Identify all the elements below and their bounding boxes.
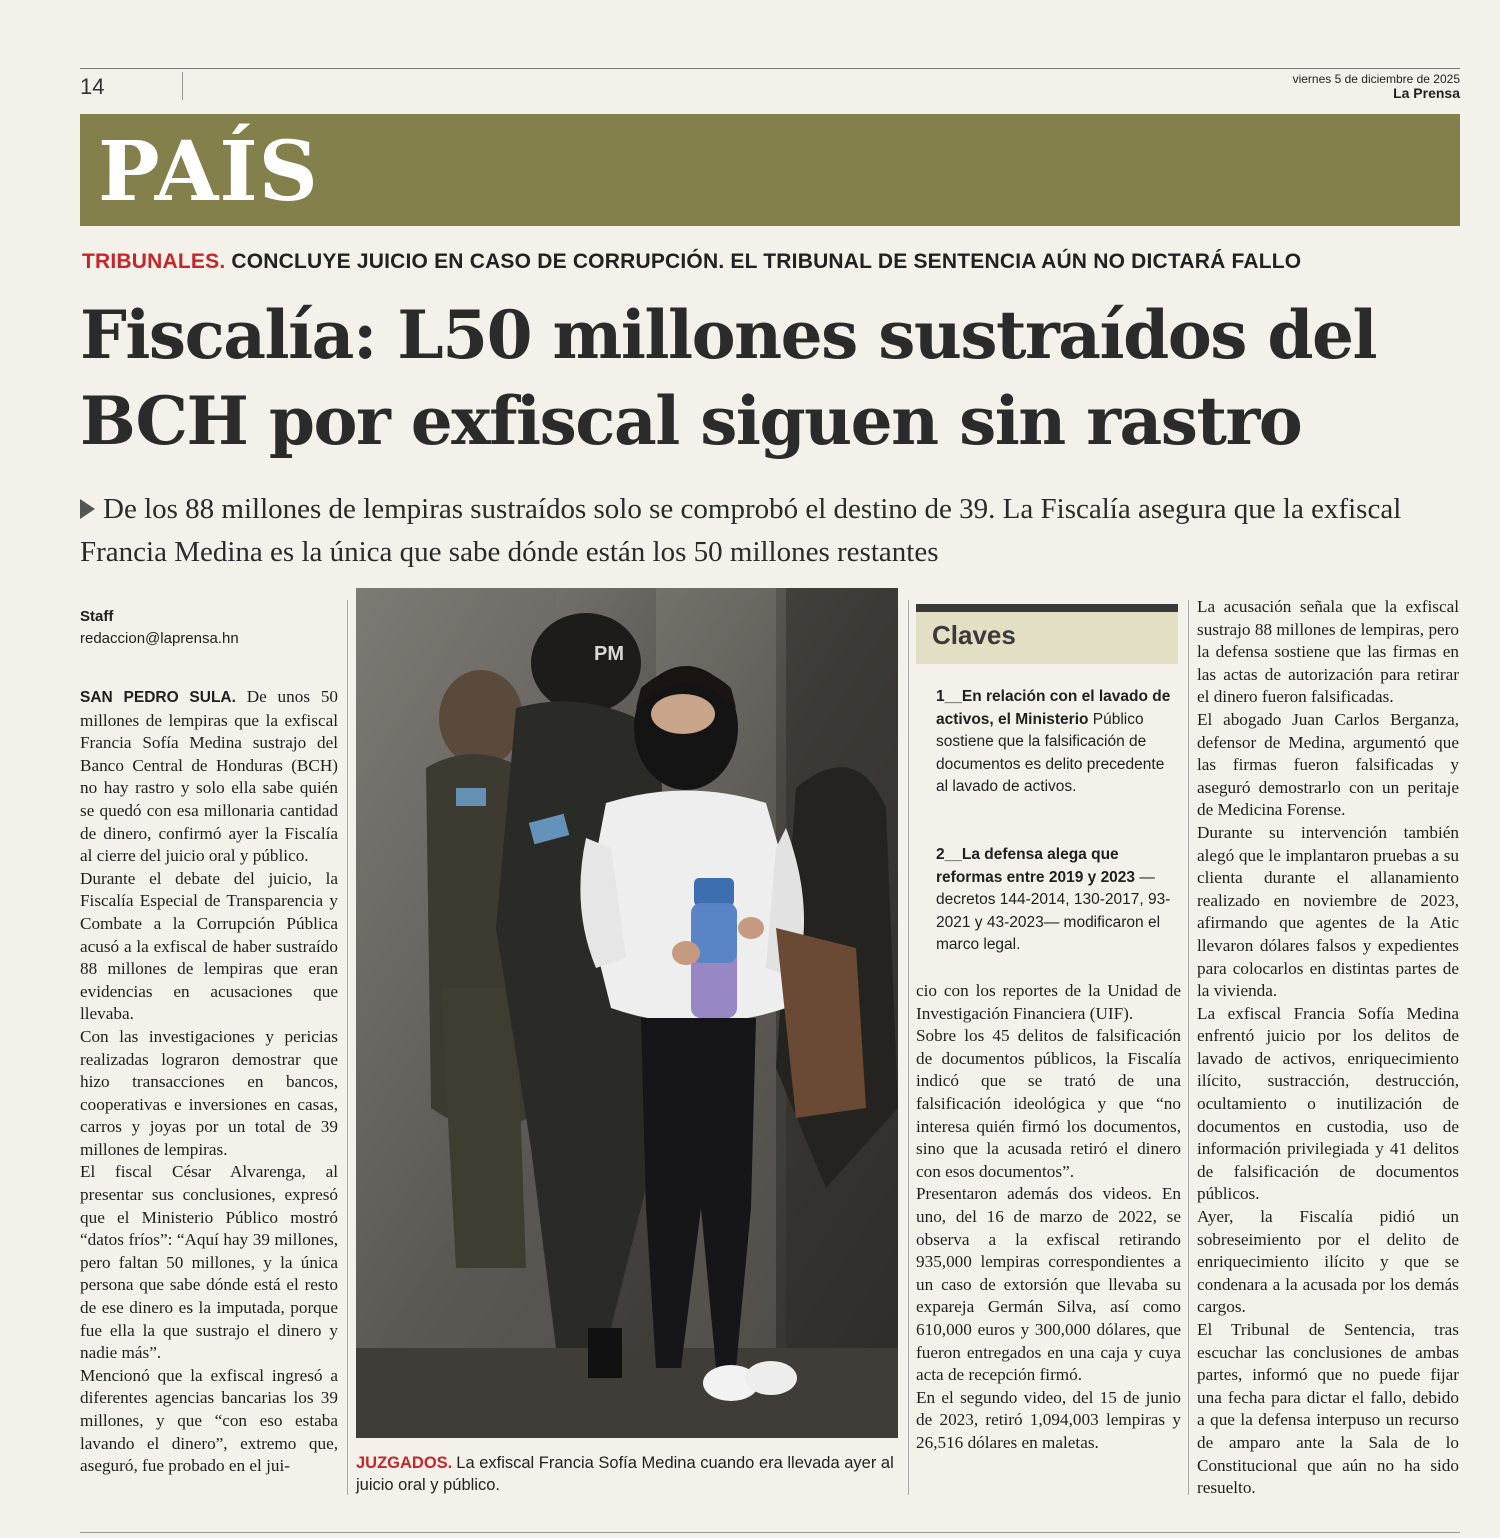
deck-arrow-icon bbox=[80, 499, 95, 519]
publication-date: viernes 5 de diciembre de 2025 bbox=[1292, 72, 1460, 86]
clave-text: —decretos 144-2014, 130-2017, 93-2021 y 43-2023— modificaron el marco legal. bbox=[936, 868, 1171, 953]
paragraph: Presentaron además dos videos. En uno, del 16 de marzo de 2022, se observa a la exfiscal retirando 935,000 lempiras correspondientes a un caso de extorsión que llevaba su expareja Germán Silva, así como 610,000 euros y 300,000 dólares, que fueron entregados en una caja y cuya acta de recepción firmó. bbox=[916, 1184, 1181, 1385]
clave-item-1: 1__En relación con el lavado de activos, el Ministerio Público sostiene que la falsificación de documentos es delito precedente al lavado de activos. bbox=[936, 688, 1171, 795]
clave-number: 2 bbox=[936, 846, 945, 863]
helmet-text: PM bbox=[594, 643, 624, 665]
caption-tag: JUZGADOS. bbox=[356, 1454, 453, 1472]
article-column-4 bbox=[1197, 596, 1459, 1500]
article-column-3 bbox=[916, 980, 1181, 1454]
header-rule bbox=[80, 68, 1460, 69]
paragraph: Con las investigaciones y pericias realizadas lograron demostrar que hizo transacciones en bancos, cooperativas e inversiones en casas, carros y joyas por un total de 39 millones de lempiras. bbox=[80, 1026, 338, 1159]
clave-item-2: 2__La defensa alega que reformas entre 2019 y 2023 —decretos 144-2014, 130-2017, 93-2021 y 43-2023— modificaron el marco legal. bbox=[936, 846, 1171, 953]
photo-caption bbox=[356, 1452, 901, 1496]
clave-lead: La defensa alega que reformas entre 2019 y 2023 bbox=[936, 846, 1136, 886]
dateline: SAN PEDRO SULA. bbox=[80, 689, 236, 706]
paragraph-text: De unos 50 millones de lempiras que la exfiscal Francia Sofía Medina sustrajo del Banco Central de Honduras (BCH) no hay rastro y solo ella sabe quién se quedó con esa millonaria cantidad de dinero, confirmó ayer la Fiscalía al cierre del juicio oral y público. bbox=[80, 687, 339, 866]
paragraph: El Tribunal de Sentencia, tras escuchar las conclusiones de ambas partes, informó que no puede fijar una fecha para dictar el fallo, debido a que la defensa interpuso un recurso de amparo ante la Sala de lo Constitucional que aún no ha sido resuelto. bbox=[1197, 1320, 1459, 1498]
headline: Fiscalía: L50 millones sustraídos del BCH por exfiscal siguen sin rastro bbox=[80, 296, 1377, 460]
paragraph: El abogado Juan Carlos Berganza, defensor de Medina, argumentó que las firmas fueron falsificadas y aseguró demostrarlo con un peritaje de Medicina Forense. bbox=[1197, 709, 1459, 820]
column-separator bbox=[1188, 600, 1189, 1495]
paragraph: El fiscal César Alvarenga, al presentar sus conclusiones, expresó que el Ministerio Público mostró “datos fríos”: “Aquí hay 39 millones, pero faltan 50 millones, y la única persona que sabe dónde está el resto de ese dinero es la imputada, porque fue ella la que sustrajo el dinero y nadie más”. bbox=[80, 1162, 338, 1363]
newspaper-name: La Prensa bbox=[1393, 85, 1460, 101]
news-photo bbox=[356, 588, 898, 1438]
claves-title: Claves bbox=[932, 620, 1016, 650]
clave-text: Público sostiene que la falsificación de documentos es delito precedente al lavado de activos. bbox=[936, 710, 1165, 795]
deck bbox=[80, 488, 1475, 574]
article-column-1 bbox=[80, 686, 338, 1478]
page-number: 14 bbox=[80, 74, 105, 99]
column-separator bbox=[908, 600, 909, 1495]
photo-illustration bbox=[356, 588, 898, 1438]
paragraph: Durante su intervención también alegó que le implantaron pruebas a su clienta durante el allanamiento realizado en noviembre de 2023, afirmando que agentes de la Atic llevaron dólares falsos y expedientes para colocarlos en distintas partes de la vivienda. bbox=[1197, 822, 1459, 1001]
clave-number: 1 bbox=[936, 688, 945, 705]
byline-author: Staff bbox=[80, 608, 114, 625]
paragraph: Mencionó que la exfiscal ingresó a diferentes agencias bancarias los 39 millones, y que “con eso estaba lavando el dinero”, extremo que, aseguró, fue probado en el jui- bbox=[80, 1365, 338, 1476]
claves-rule bbox=[916, 604, 1178, 612]
paragraph: La acusación señala que la exfiscal sustrajo 88 millones de lempiras, pero la defensa sostiene que las firmas en las actas de autorización para retirar el dinero fueron falsificadas. bbox=[1197, 597, 1459, 707]
paragraph: Durante el debate del juicio, la Fiscalía Especial de Transparencia y Combate a la Corrupción Pública acusó a la exfiscal de haber sustraído 88 millones de lempiras que eran evidencias en acusaciones que llevaba. bbox=[80, 868, 338, 1024]
kicker bbox=[82, 250, 1301, 274]
byline-email[interactable]: redaccion@laprensa.hn bbox=[80, 630, 239, 647]
header-separator bbox=[182, 72, 183, 100]
clave-lead: En relación con el lavado de activos, el Ministerio bbox=[936, 688, 1171, 728]
column-separator bbox=[347, 600, 348, 1495]
kicker-text: CONCLUYE JUICIO EN CASO DE CORRUPCIÓN. EL TRIBUNAL DE SENTENCIA AÚN NO DICTARÁ FALLO bbox=[231, 250, 1302, 273]
deck-text: De los 88 millones de lempiras sustraídos solo se comprobó el destino de 39. La Fiscalía asegura que la exfiscal Francia Medina es la única que sabe dónde están los 50 millones restantes bbox=[80, 493, 1402, 568]
paragraph: En el segundo video, del 15 de junio de 2023, retiró 1,094,003 lempiras y 26,516 dólares en maletas. bbox=[916, 1387, 1181, 1452]
section-banner bbox=[80, 114, 1460, 226]
caption-text: La exfiscal Francia Sofía Medina cuando era llevada ayer al juicio oral y público. bbox=[356, 1454, 894, 1494]
paragraph bbox=[80, 686, 338, 868]
paragraph: La exfiscal Francia Sofía Medina enfrentó juicio por los delitos de lavado de activos, enriquecimiento ilícito, sustracción, destrucción, ocultamiento o inutilización de documentos en custodia, uso de información privilegiada y 41 delitos de falsificación de documentos públicos. bbox=[1197, 1003, 1459, 1204]
claves-header bbox=[916, 612, 1178, 664]
header-dateline bbox=[1293, 72, 1460, 100]
paragraph: Ayer, la Fiscalía pidió un sobreseimiento por el delito de enriquecimiento ilícito y que se condenara a la acusada por los demás cargos. bbox=[1197, 1207, 1459, 1317]
paragraph: cio con los reportes de la Unidad de Investigación Financiera (UIF). bbox=[916, 981, 1181, 1023]
section-title: PAÍS bbox=[98, 124, 319, 220]
paragraph: Sobre los 45 delitos de falsificación de documentos públicos, la Fiscalía indicó que se trató de una falsificación ideológica y que “no interesa quién firmó los documentos, sino que la acusada retiró el dinero con esos documentos”. bbox=[916, 1026, 1181, 1181]
footer-rule bbox=[80, 1532, 1460, 1533]
kicker-tag: TRIBUNALES. bbox=[82, 250, 226, 273]
